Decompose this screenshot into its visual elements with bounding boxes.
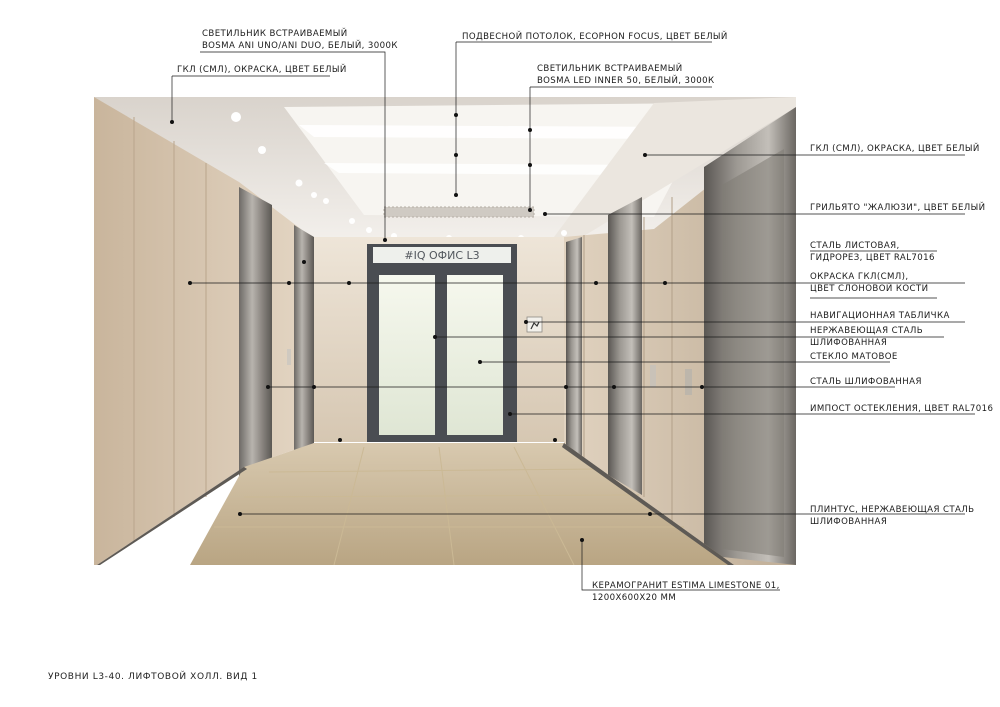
label-glass-matte: СТЕКЛО МАТОВОЕ xyxy=(810,352,898,362)
label-gkl-ivory: ОКРАСКА ГКЛ(СМЛ), ЦВЕТ СЛОНОВОЙ КОСТИ xyxy=(810,272,929,294)
door-sign-text: #IQ ОФИС L3 xyxy=(404,249,480,262)
label-steel-polished: СТАЛЬ ШЛИФОВАННАЯ xyxy=(810,377,922,387)
label-grilyato: ГРИЛЬЯТО "ЖАЛЮЗИ", ЦВЕТ БЕЛЫЙ xyxy=(810,203,986,213)
label-impost: ИМПОСТ ОСТЕКЛЕНИЯ, ЦВЕТ RAL7016 xyxy=(810,404,994,414)
label-plinth: ПЛИНТУС, НЕРЖАВЕЮЩАЯ СТАЛЬ ШЛИФОВАННАЯ xyxy=(810,505,975,527)
drawing-title: УРОВНИ L3-40. ЛИФТОВОЙ ХОЛЛ. ВИД 1 xyxy=(48,672,258,682)
label-steel-sheet: СТАЛЬ ЛИСТОВАЯ, ГИДРОРЕЗ, ЦВЕТ RAL7016 xyxy=(810,241,935,263)
label-lamp-bosma-led: СВЕТИЛЬНИК ВСТРАИВАЕМЫЙ BOSMA LED INNER 50, БЕЛЫЙ, 3000К xyxy=(537,64,715,86)
label-gkl-right: ГКЛ (СМЛ), ОКРАСКА, ЦВЕТ БЕЛЫЙ xyxy=(810,144,980,154)
label-nav-sign: НАВИГАЦИОННАЯ ТАБЛИЧКА xyxy=(810,311,950,321)
label-stainless: НЕРЖАВЕЮЩАЯ СТАЛЬ ШЛИФОВАННАЯ xyxy=(810,326,924,348)
label-porcelain: КЕРАМОГРАНИТ ESTIMA LIMESTONE 01, 1200Х600Х20 ММ xyxy=(592,581,780,603)
label-lamp-bosma-ani: СВЕТИЛЬНИК ВСТРАИВАЕМЫЙ BOSMA ANI UNO/ANI DUO, БЕЛЫЙ, 3000К xyxy=(202,29,398,51)
label-gkl-left: ГКЛ (СМЛ), ОКРАСКА, ЦВЕТ БЕЛЫЙ xyxy=(177,65,347,75)
label-ceiling-ecophon: ПОДВЕСНОЙ ПОТОЛОК, ECOPHON FOCUS, ЦВЕТ БЕЛЫЙ xyxy=(462,32,728,42)
